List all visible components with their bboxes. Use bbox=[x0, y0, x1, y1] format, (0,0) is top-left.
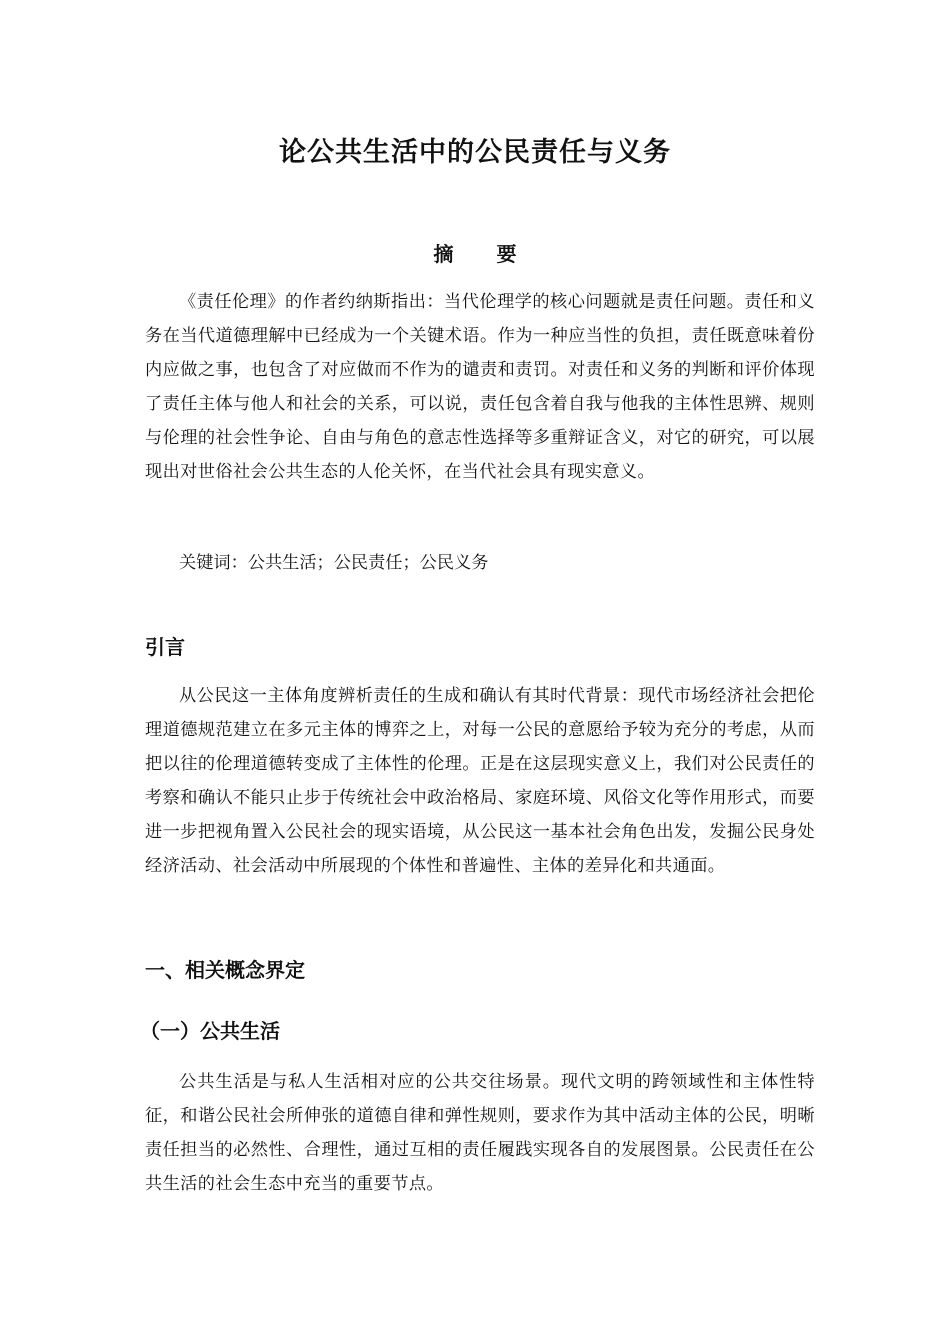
abstract-heading: 摘 要 bbox=[433, 242, 535, 266]
keywords-line: 关键词：公共生活；公民责任；公民义务 bbox=[179, 553, 489, 573]
intro-paragraph: 从公民这一主体角度辨析责任的生成和确认有其时代背景：现代市场经济社会把伦理道德规范建立在多元主体的博弈之上，对每一公民的意愿给予较为充分的考虑，从而把以往的伦理道德转变成了主体性的伦理。正是在这层现实意义上，我们对公民责任的考察和确认不能只止步于传统社会中政治格局、家庭环境、风俗文化等作用形式，而要进一步把视角置入公民社会的现实语境，从公民这一基本社会角色出发，发掘公民身处经济活动、社会活动中所展现的个体性和普遍性、主体的差异化和共通面。 bbox=[145, 686, 815, 876]
intro-heading: 引言 bbox=[145, 635, 185, 659]
subsection-1-heading: （一）公共生活 bbox=[140, 1019, 280, 1043]
subsection-1-paragraph: 公共生活是与私人生活相对应的公共交往场景。现代文明的跨领域性和主体性特征，和谐公民社会所伸张的道德自律和弹性规则，要求作为其中活动主体的公民，明晰责任担当的必然性、合理性，通过互相的责任履践实现各自的发展图景。公民责任在公共生活的社会生态中充当的重要节点。 bbox=[145, 1072, 815, 1194]
abstract-paragraph: 《责任伦理》的作者约纳斯指出：当代伦理学的核心问题就是责任问题。责任和义务在当代道德理解中已经成为一个关键术语。作为一种应当性的负担，责任既意味着份内应做之事，也包含了对应做而不作为的谴责和责罚。对责任和义务的判断和评价体现了责任主体与他人和社会的关系，可以说，责任包含着自我与他我的主体性思辨、规则与伦理的社会性争论、自由与角色的意志性选择等多重辩证含义，对它的研究，可以展现出对世俗社会公共生态的人伦关怀，在当代社会具有现实意义。 bbox=[145, 292, 815, 482]
section-1-heading: 一、相关概念界定 bbox=[145, 958, 305, 982]
document-title: 论公共生活中的公民责任与义务 bbox=[279, 137, 671, 168]
